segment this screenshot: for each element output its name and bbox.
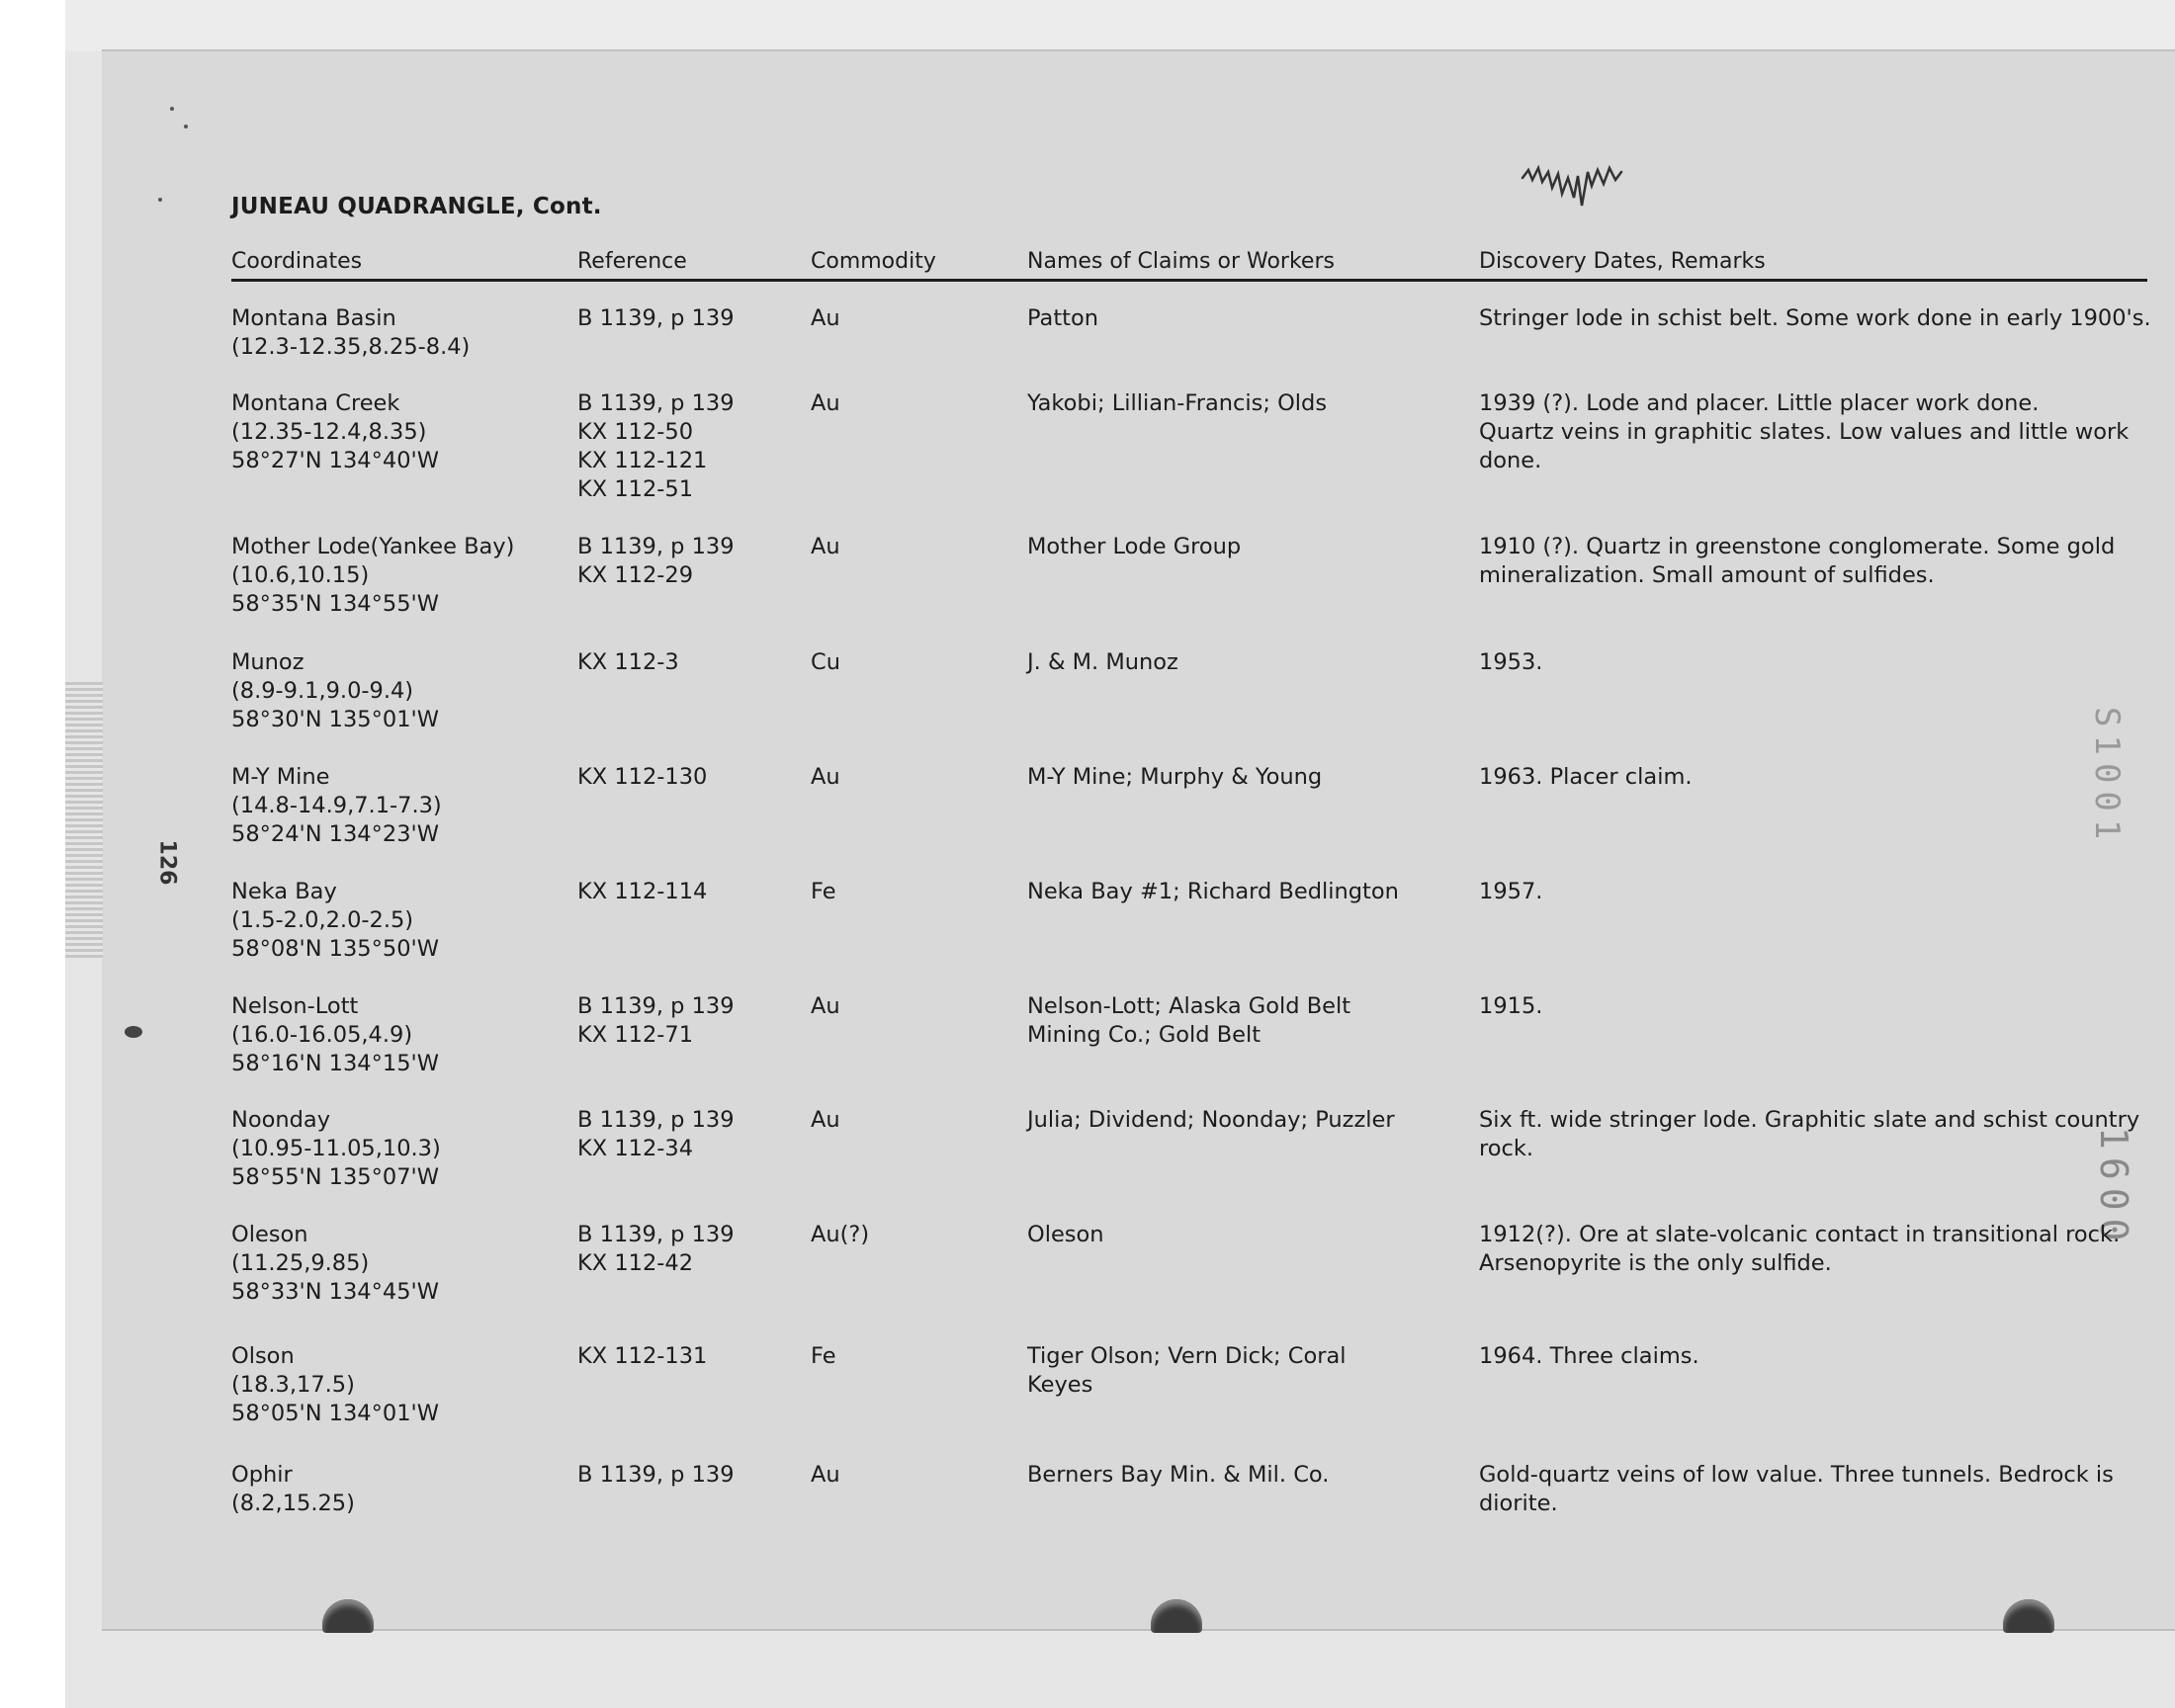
cell-coordinates-line: Nelson-Lott (231, 993, 359, 1019)
cell-commodity-line: Au (811, 993, 840, 1019)
header-rule (231, 279, 2147, 282)
cell-remarks-line: diorite. (1479, 1491, 1558, 1516)
cell-commodity (811, 1221, 869, 1249)
cell-reference-line: KX 112-34 (577, 1136, 694, 1161)
cell-commodity-line: Au (811, 1462, 840, 1488)
cell-commodity-line: Cu (811, 649, 840, 675)
cell-reference-line: KX 112-121 (577, 448, 708, 473)
cell-coordinates-line: 58°27'N 134°40'W (231, 448, 439, 473)
cell-names (1027, 1221, 1104, 1249)
cell-remarks (1479, 1221, 2120, 1278)
cell-coordinates-line: Olson (231, 1343, 295, 1369)
cell-names-line: Tiger Olson; Vern Dick; Coral (1027, 1343, 1347, 1369)
cell-coordinates-line: 58°16'N 134°15'W (231, 1051, 439, 1076)
cell-remarks-line: Quartz veins in graphitic slates. Low values and little work (1479, 419, 2130, 445)
cell-coordinates-line: (10.6,10.15) (231, 562, 370, 588)
cell-coordinates-line: 58°30'N 135°01'W (231, 707, 439, 732)
cell-coordinates (231, 1106, 441, 1192)
cell-coordinates-line: Montana Basin (231, 305, 396, 331)
cell-names (1027, 304, 1098, 333)
cell-coordinates-line: (16.0-16.05,4.9) (231, 1022, 413, 1048)
cell-names (1027, 1106, 1395, 1135)
cell-names (1027, 389, 1327, 418)
cell-names (1027, 648, 1178, 677)
cell-reference-line: KX 112-3 (577, 649, 679, 675)
cell-remarks-line: Arsenopyrite is the only sulfide. (1479, 1250, 1832, 1276)
cell-reference-line: KX 112-50 (577, 419, 694, 445)
cell-reference (577, 1221, 735, 1278)
cell-coordinates-line: (14.8-14.9,7.1-7.3) (231, 793, 442, 818)
cell-names (1027, 533, 1241, 561)
cell-remarks-line: Gold-quartz veins of low value. Three tunnels. Bedrock is (1479, 1462, 2114, 1488)
cell-reference-line: KX 112-29 (577, 562, 694, 588)
header-commodity: Commodity (811, 249, 936, 274)
cell-coordinates-line: Munoz (231, 649, 304, 675)
header-remarks: Discovery Dates, Remarks (1479, 249, 1766, 274)
cell-commodity (811, 648, 840, 677)
cell-reference-line: KX 112-71 (577, 1022, 694, 1048)
cell-names-line: J. & M. Munoz (1027, 649, 1178, 675)
cell-coordinates-line: Mother Lode(Yankee Bay) (231, 534, 515, 559)
cell-remarks (1479, 304, 2151, 333)
cell-reference-line: KX 112-130 (577, 764, 708, 790)
cell-commodity (811, 533, 840, 561)
cell-coordinates-line: 58°33'N 134°45'W (231, 1279, 439, 1305)
cell-names (1027, 1461, 1329, 1490)
cell-coordinates (231, 878, 439, 964)
header-coordinates: Coordinates (231, 249, 363, 274)
cell-reference (577, 1106, 735, 1163)
cell-remarks (1479, 763, 1693, 792)
speck (170, 107, 174, 111)
handwritten-signature (1519, 158, 1627, 215)
cell-coordinates-line: (11.25,9.85) (231, 1250, 370, 1276)
cell-names (1027, 1342, 1347, 1400)
cell-remarks (1479, 1106, 2139, 1163)
page-number: 126 (154, 839, 180, 886)
side-stamp-bottom: 1600 (2092, 1127, 2135, 1249)
cell-names-line: Yakobi; Lillian-Francis; Olds (1027, 390, 1328, 416)
cell-coordinates-line: (8.9-9.1,9.0-9.4) (231, 678, 414, 704)
cell-remarks-line: mineralization. Small amount of sulfides. (1479, 562, 1935, 588)
scan-top-band (65, 0, 2175, 51)
scan-artifact (65, 682, 103, 959)
cell-reference-line: B 1139, p 139 (577, 993, 735, 1019)
cell-names-line: Neka Bay #1; Richard Bedlington (1027, 879, 1399, 904)
cell-coordinates (231, 992, 439, 1078)
cell-names-line: Julia; Dividend; Noonday; Puzzler (1027, 1107, 1395, 1133)
cell-reference-line: KX 112-42 (577, 1250, 694, 1276)
cell-names (1027, 763, 1322, 792)
cell-remarks-line: 1963. Placer claim. (1479, 764, 1693, 790)
page-title: JUNEAU QUADRANGLE, Cont. (231, 194, 602, 219)
header-names: Names of Claims or Workers (1027, 249, 1335, 274)
cell-coordinates (231, 1461, 355, 1518)
cell-reference (577, 1342, 707, 1371)
cell-names-line: Mining Co.; Gold Belt (1027, 1022, 1262, 1048)
cell-coordinates-line: (1.5-2.0,2.0-2.5) (231, 907, 414, 933)
cell-coordinates-line: Oleson (231, 1222, 308, 1247)
cell-remarks-line: 1910 (?). Quartz in greenstone conglomerate. Some gold (1479, 534, 2116, 559)
ink-smudge (125, 1026, 142, 1038)
cell-coordinates-line: (18.3,17.5) (231, 1372, 355, 1398)
speck (158, 198, 162, 202)
cell-reference-line: B 1139, p 139 (577, 534, 735, 559)
cell-commodity (811, 1461, 840, 1490)
cell-remarks (1479, 533, 2115, 590)
cell-coordinates (231, 763, 442, 849)
cell-reference-line: B 1139, p 139 (577, 305, 735, 331)
cell-reference (577, 648, 679, 677)
cell-remarks-line: 1964. Three claims. (1479, 1343, 1699, 1369)
cell-names-line: Oleson (1027, 1222, 1104, 1247)
cell-names-line: Patton (1027, 305, 1099, 331)
cell-coordinates-line: 58°55'N 135°07'W (231, 1164, 439, 1190)
cell-remarks-line: 1912(?). Ore at slate-volcanic contact in transitional rock. (1479, 1222, 2121, 1247)
cell-commodity-line: Au (811, 390, 840, 416)
cell-remarks-line: 1939 (?). Lode and placer. Little placer work done. (1479, 390, 2040, 416)
cell-coordinates-line: (12.35-12.4,8.35) (231, 419, 427, 445)
cell-commodity-line: Fe (811, 879, 836, 904)
cell-coordinates (231, 648, 439, 734)
cell-remarks-line: done. (1479, 448, 1542, 473)
cell-commodity-line: Fe (811, 1343, 836, 1369)
cell-coordinates (231, 533, 514, 619)
cell-coordinates-line: Ophir (231, 1462, 293, 1488)
cell-remarks (1479, 1461, 2114, 1518)
cell-commodity (811, 763, 840, 792)
cell-reference-line: B 1139, p 139 (577, 1222, 735, 1247)
cell-reference-line: B 1139, p 139 (577, 1462, 735, 1488)
cell-commodity (811, 1342, 836, 1371)
cell-names-line: Berners Bay Min. & Mil. Co. (1027, 1462, 1330, 1488)
cell-reference (577, 304, 735, 333)
cell-commodity (811, 304, 840, 333)
cell-remarks-line: 1953. (1479, 649, 1543, 675)
cell-remarks-line: 1915. (1479, 993, 1543, 1019)
cell-names-line: M-Y Mine; Murphy & Young (1027, 764, 1323, 790)
cell-reference-line: KX 112-131 (577, 1343, 708, 1369)
cell-coordinates (231, 1221, 439, 1307)
cell-commodity (811, 1106, 840, 1135)
cell-coordinates-line: 58°05'N 134°01'W (231, 1401, 439, 1426)
cell-names-line: Mother Lode Group (1027, 534, 1242, 559)
cell-coordinates-line: Noonday (231, 1107, 331, 1133)
cell-reference (577, 1461, 735, 1490)
cell-reference (577, 878, 707, 906)
cell-reference (577, 992, 735, 1050)
cell-names (1027, 878, 1399, 906)
cell-reference-line: B 1139, p 139 (577, 1107, 735, 1133)
cell-coordinates (231, 1342, 439, 1428)
cell-reference-line: KX 112-51 (577, 476, 694, 502)
cell-names (1027, 992, 1350, 1050)
cell-reference (577, 533, 735, 590)
cell-coordinates (231, 304, 470, 362)
cell-commodity-line: Au(?) (811, 1222, 870, 1247)
cell-commodity (811, 878, 836, 906)
cell-commodity-line: Au (811, 305, 840, 331)
cell-commodity (811, 992, 840, 1021)
table-header (0, 249, 2175, 279)
cell-commodity (811, 389, 840, 418)
cell-remarks (1479, 389, 2129, 475)
header-reference: Reference (577, 249, 687, 274)
cell-names-line: Keyes (1027, 1372, 1093, 1398)
cell-coordinates-line: Neka Bay (231, 879, 337, 904)
cell-remarks-line: 1957. (1479, 879, 1543, 904)
cell-coordinates (231, 389, 439, 475)
cell-commodity-line: Au (811, 764, 840, 790)
speck (184, 125, 188, 128)
cell-commodity-line: Au (811, 1107, 840, 1133)
cell-remarks (1479, 1342, 1699, 1371)
cell-coordinates-line: 58°08'N 135°50'W (231, 936, 439, 962)
cell-remarks (1479, 878, 1542, 906)
cell-coordinates-line: (12.3-12.35,8.25-8.4) (231, 334, 471, 360)
side-stamp-top: S1001 (2087, 707, 2127, 848)
cell-commodity-line: Au (811, 534, 840, 559)
cell-reference-line: KX 112-114 (577, 879, 708, 904)
cell-names-line: Nelson-Lott; Alaska Gold Belt (1027, 993, 1351, 1019)
cell-coordinates-line: 58°24'N 134°23'W (231, 821, 439, 847)
cell-coordinates-line: (8.2,15.25) (231, 1491, 355, 1516)
cell-reference (577, 763, 707, 792)
cell-coordinates-line: M-Y Mine (231, 764, 330, 790)
cell-reference-line: B 1139, p 139 (577, 390, 735, 416)
cell-remarks (1479, 648, 1542, 677)
cell-reference (577, 389, 735, 504)
cell-remarks (1479, 992, 1542, 1021)
cell-remarks-line: rock. (1479, 1136, 1534, 1161)
cell-coordinates-line: (10.95-11.05,10.3) (231, 1136, 441, 1161)
cell-coordinates-line: 58°35'N 134°55'W (231, 591, 439, 617)
cell-remarks-line: Six ft. wide stringer lode. Graphitic slate and schist country (1479, 1107, 2140, 1133)
cell-remarks-line: Stringer lode in schist belt. Some work done in early 1900's. (1479, 305, 2151, 331)
cell-coordinates-line: Montana Creek (231, 390, 400, 416)
